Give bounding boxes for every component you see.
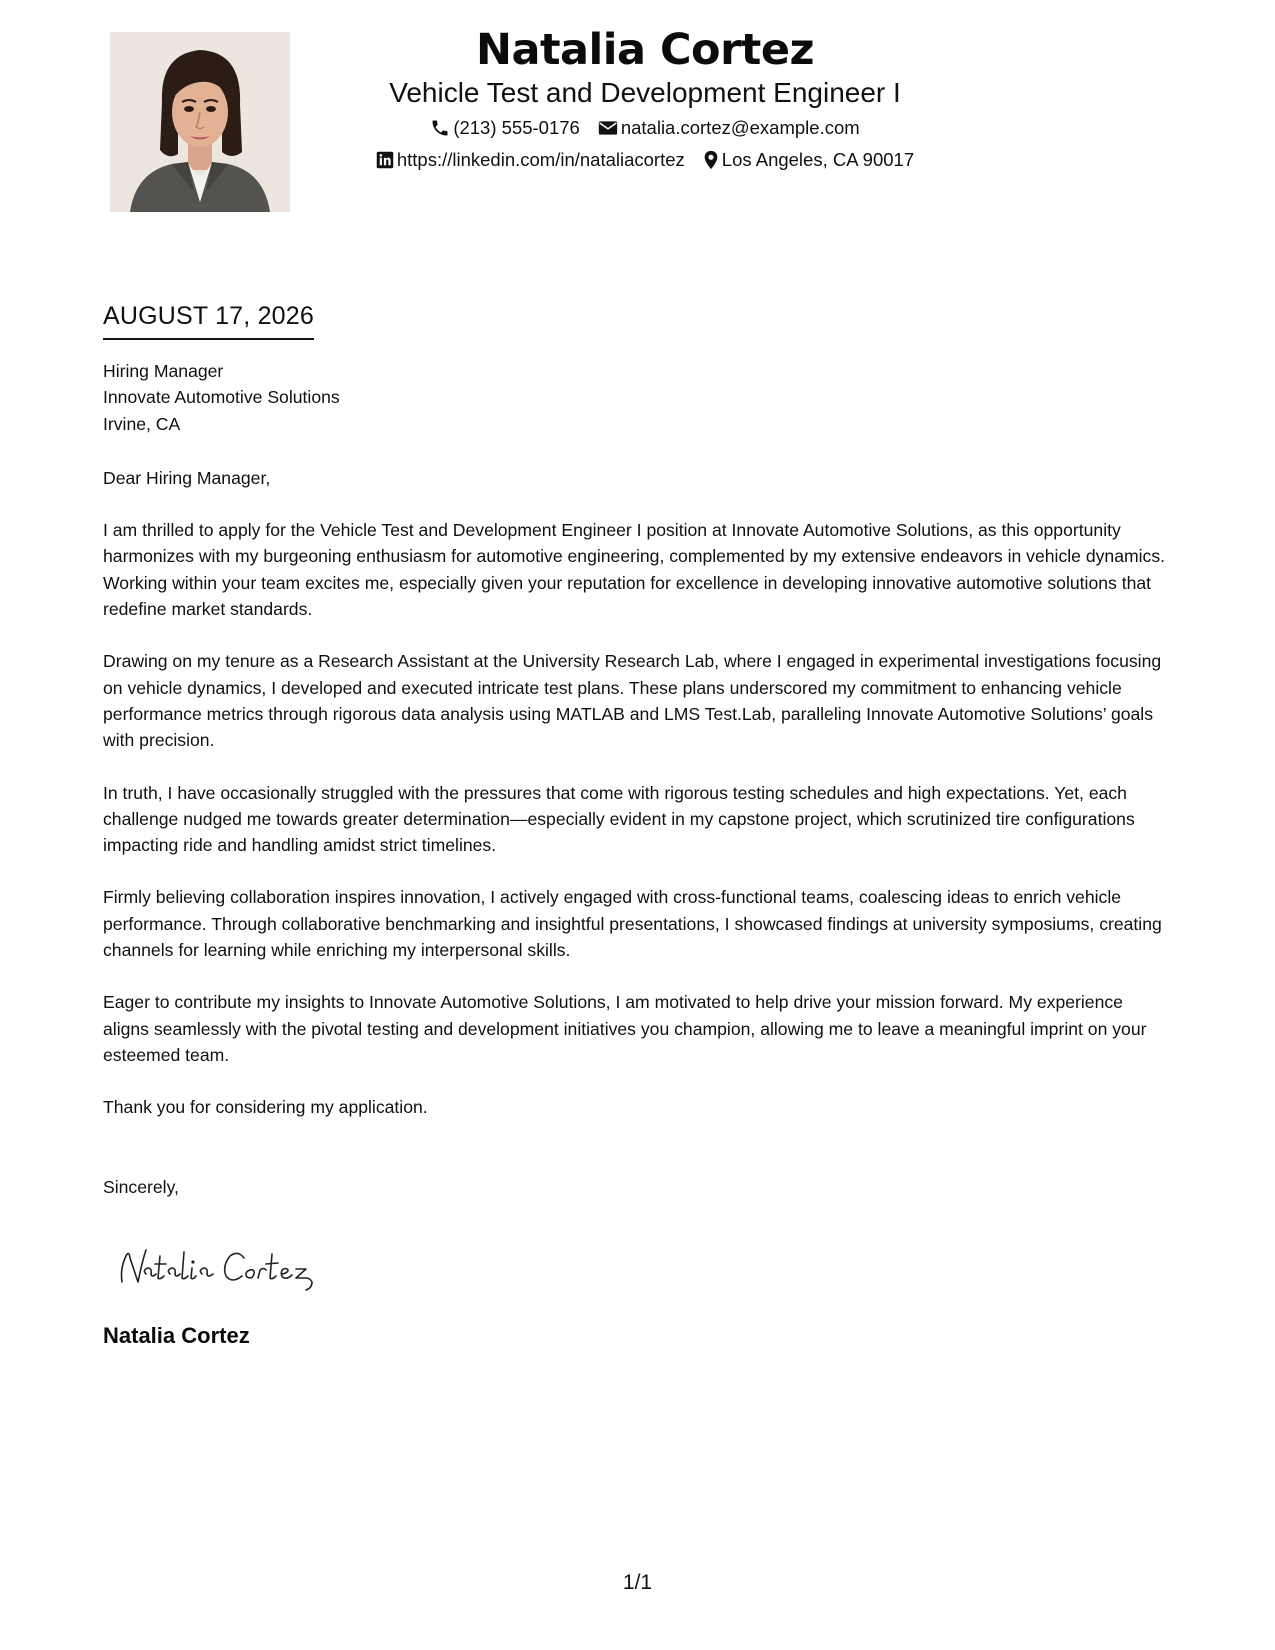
letter-date-block — [103, 300, 314, 340]
phone-text: (213) 555-0176 — [453, 117, 580, 138]
profile-photo-illustration — [110, 32, 290, 212]
closing-line: Thank you for considering my application. — [103, 1097, 428, 1118]
linkedin-text: https://linkedin.com/in/nataliacortez — [396, 149, 685, 170]
contact-linkedin[interactable] — [376, 148, 685, 172]
paragraph-3: In truth, I have occasionally struggled with the pressures that come with rigorous testing schedules and high expectations. Yet, each challenge nudged me towards greater determination—especially evident in my capstone project, which scrutinized tire configurations impacting ride and handling amidst strict timelines. — [103, 782, 1135, 856]
location-text: Los Angeles, CA 90017 — [721, 149, 915, 170]
map-pin-icon — [703, 150, 719, 170]
profile-photo — [110, 32, 290, 212]
signoff: Sincerely, — [103, 1176, 179, 1197]
salutation: Dear Hiring Manager, — [103, 467, 271, 488]
signer-name: Natalia Cortez — [103, 1323, 250, 1348]
resume-header — [330, 24, 960, 172]
paragraph-5: Eager to contribute my insights to Innovate Automotive Solutions, I am motivated to help drive your mission forward. My experience aligns seamlessly with the pivotal testing and development initiatives you champion, allowing me to leave a meaningful imprint on your esteemed team. — [103, 992, 1147, 1065]
handwritten-signature — [116, 1238, 356, 1298]
contact-location — [703, 148, 914, 172]
paragraph-1: I am thrilled to apply for the Vehicle Test and Development Engineer I position at Innovate Automotive Solutions, as this opportunity harmonizes with my burgeoning enthusiasm for automotive engineering, complemented by my extensive endeavors in vehicle dynamics. Working within your team excites me, especially given your reputation for excellence in developing innovative automotive solutions that redefine market standards. — [103, 520, 1166, 620]
phone-icon — [430, 118, 450, 138]
contact-row-1 — [330, 116, 960, 140]
paragraph-2: Drawing on my tenure as a Research Assistant at the University Research Lab, where I engaged in experimental investigations focusing on vehicle dynamics, I developed and executed intricate test plans. These plans underscored my commitment to enhancing vehicle performance metrics through rigorous data analysis using MATLAB and LMS Test.Lab, paralleling Innovate Automotive Solutions’ goals with precision. — [103, 651, 1162, 751]
page-number: 1/1 — [622, 1571, 653, 1594]
signature-drawing — [116, 1238, 356, 1298]
linkedin-icon — [376, 151, 394, 169]
envelope-icon — [598, 119, 618, 137]
recipient-address — [103, 358, 1173, 437]
paragraph-4: Firmly believing collaboration inspires innovation, I actively engaged with cross-functional teams, coalescing ideas to enrich vehicle performance. Through collaborative benchmarking and insightful presentations, I showcased findings at university symposiums, creating channels for learning while enriching my interpersonal skills. — [103, 887, 1162, 961]
recipient-line-2: Innovate Automotive Solutions — [103, 387, 340, 408]
letter-body — [103, 358, 1173, 1200]
job-title: Vehicle Test and Development Engineer I — [389, 77, 901, 108]
contact-phone[interactable] — [430, 116, 580, 140]
candidate-name: Natalia Cortez — [475, 25, 815, 75]
email-text: natalia.cortez@example.com — [620, 117, 860, 138]
contact-email[interactable] — [598, 116, 860, 140]
recipient-line-3: Irvine, CA — [103, 413, 181, 434]
recipient-line-1: Hiring Manager — [103, 361, 224, 381]
letter-date: AUGUST 17, 2026 — [103, 300, 314, 340]
contact-row-2 — [330, 148, 960, 172]
